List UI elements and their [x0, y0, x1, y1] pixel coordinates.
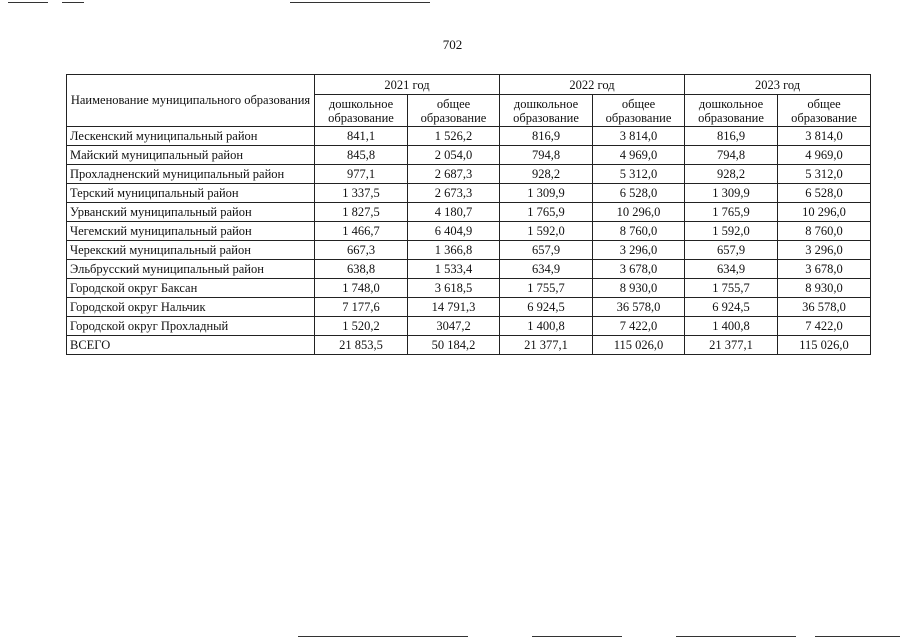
- table-body: [67, 127, 871, 355]
- value-cell: 6 404,9: [408, 222, 500, 241]
- value-cell: 841,1: [315, 127, 408, 146]
- table-row: [67, 260, 871, 279]
- value-cell: 4 969,0: [593, 146, 685, 165]
- value-cell: 816,9: [685, 127, 778, 146]
- municipal-education-table: [66, 74, 871, 355]
- year-header-2022: 2022 год: [500, 75, 685, 95]
- row-name-cell: Черекский муниципальный район: [67, 241, 315, 260]
- value-cell: 3 678,0: [778, 260, 871, 279]
- value-cell: 2 054,0: [408, 146, 500, 165]
- scan-artifact-line: [290, 2, 430, 3]
- value-cell: 115 026,0: [593, 336, 685, 355]
- value-cell: 845,8: [315, 146, 408, 165]
- value-cell: 5 312,0: [778, 165, 871, 184]
- value-cell: 36 578,0: [593, 298, 685, 317]
- value-cell: 5 312,0: [593, 165, 685, 184]
- value-cell: 816,9: [500, 127, 593, 146]
- table-row: [67, 317, 871, 336]
- value-cell: 1 755,7: [685, 279, 778, 298]
- row-name-cell: Эльбрусский муниципальный район: [67, 260, 315, 279]
- value-cell: 4 969,0: [778, 146, 871, 165]
- value-cell: 4 180,7: [408, 203, 500, 222]
- sub-header-general: общее образование: [778, 95, 871, 127]
- value-cell: 1 526,2: [408, 127, 500, 146]
- row-name-cell: Терский муниципальный район: [67, 184, 315, 203]
- table-row: [67, 127, 871, 146]
- value-cell: 6 924,5: [500, 298, 593, 317]
- value-cell: 1 765,9: [500, 203, 593, 222]
- value-cell: 7 177,6: [315, 298, 408, 317]
- table-row: [67, 146, 871, 165]
- row-name-cell: Городской округ Прохладный: [67, 317, 315, 336]
- row-name-cell: Лескенский муниципальный район: [67, 127, 315, 146]
- value-cell: 14 791,3: [408, 298, 500, 317]
- table-row: [67, 241, 871, 260]
- value-cell: 1 466,7: [315, 222, 408, 241]
- value-cell: 21 377,1: [500, 336, 593, 355]
- row-name-cell: Майский муниципальный район: [67, 146, 315, 165]
- value-cell: 6 528,0: [593, 184, 685, 203]
- value-cell: 928,2: [685, 165, 778, 184]
- value-cell: 50 184,2: [408, 336, 500, 355]
- value-cell: 8 930,0: [778, 279, 871, 298]
- value-cell: 634,9: [500, 260, 593, 279]
- value-cell: 1 827,5: [315, 203, 408, 222]
- table-row: [67, 298, 871, 317]
- value-cell: 667,3: [315, 241, 408, 260]
- value-cell: 3 678,0: [593, 260, 685, 279]
- value-cell: 634,9: [685, 260, 778, 279]
- scan-artifact-line: [8, 2, 48, 3]
- value-cell: 657,9: [500, 241, 593, 260]
- value-cell: 21 853,5: [315, 336, 408, 355]
- row-name-cell: ВСЕГО: [67, 336, 315, 355]
- year-header-row: [67, 75, 871, 95]
- value-cell: 1 592,0: [500, 222, 593, 241]
- value-cell: 21 377,1: [685, 336, 778, 355]
- value-cell: 1 309,9: [685, 184, 778, 203]
- table-row: [67, 184, 871, 203]
- value-cell: 977,1: [315, 165, 408, 184]
- row-name-cell: Городской округ Нальчик: [67, 298, 315, 317]
- value-cell: 1 400,8: [500, 317, 593, 336]
- value-cell: 1 520,2: [315, 317, 408, 336]
- value-cell: 1 533,4: [408, 260, 500, 279]
- value-cell: 657,9: [685, 241, 778, 260]
- value-cell: 794,8: [685, 146, 778, 165]
- row-name-cell: Городской округ Баксан: [67, 279, 315, 298]
- value-cell: 8 760,0: [778, 222, 871, 241]
- value-cell: 6 924,5: [685, 298, 778, 317]
- value-cell: 3 814,0: [778, 127, 871, 146]
- table-row: [67, 279, 871, 298]
- row-name-cell: Чегемский муниципальный район: [67, 222, 315, 241]
- scan-artifact-line: [532, 636, 622, 637]
- scan-artifact-line: [298, 636, 468, 637]
- value-cell: 7 422,0: [778, 317, 871, 336]
- sub-header-preschool: дошкольное образование: [315, 95, 408, 127]
- scan-artifact-line: [62, 2, 84, 3]
- table-row: [67, 222, 871, 241]
- value-cell: 115 026,0: [778, 336, 871, 355]
- year-header-2023: 2023 год: [685, 75, 871, 95]
- value-cell: 1 748,0: [315, 279, 408, 298]
- sub-header-preschool: дошкольное образование: [685, 95, 778, 127]
- table-row: [67, 203, 871, 222]
- sub-header-general: общее образование: [408, 95, 500, 127]
- table-row: [67, 165, 871, 184]
- value-cell: 1 309,9: [500, 184, 593, 203]
- scan-artifact-line: [676, 636, 796, 637]
- value-cell: 1 366,8: [408, 241, 500, 260]
- value-cell: 6 528,0: [778, 184, 871, 203]
- page-number: 702: [442, 37, 463, 52]
- value-cell: 2 673,3: [408, 184, 500, 203]
- value-cell: 3047,2: [408, 317, 500, 336]
- value-cell: 928,2: [500, 165, 593, 184]
- value-cell: 1 765,9: [685, 203, 778, 222]
- name-column-header: Наименование муниципального образования: [67, 75, 315, 127]
- value-cell: 8 930,0: [593, 279, 685, 298]
- value-cell: 638,8: [315, 260, 408, 279]
- sub-header-general: общее образование: [593, 95, 685, 127]
- year-header-2021: 2021 год: [315, 75, 500, 95]
- value-cell: 3 296,0: [778, 241, 871, 260]
- value-cell: 1 755,7: [500, 279, 593, 298]
- value-cell: 1 400,8: [685, 317, 778, 336]
- value-cell: 3 814,0: [593, 127, 685, 146]
- value-cell: 794,8: [500, 146, 593, 165]
- value-cell: 10 296,0: [778, 203, 871, 222]
- row-name-cell: Урванский муниципальный район: [67, 203, 315, 222]
- value-cell: 36 578,0: [778, 298, 871, 317]
- value-cell: 1 337,5: [315, 184, 408, 203]
- table-row: [67, 336, 871, 355]
- row-name-cell: Прохладненский муниципальный район: [67, 165, 315, 184]
- sub-header-preschool: дошкольное образование: [500, 95, 593, 127]
- value-cell: 1 592,0: [685, 222, 778, 241]
- value-cell: 2 687,3: [408, 165, 500, 184]
- scan-artifact-line: [815, 636, 900, 637]
- value-cell: 7 422,0: [593, 317, 685, 336]
- value-cell: 8 760,0: [593, 222, 685, 241]
- value-cell: 3 618,5: [408, 279, 500, 298]
- value-cell: 10 296,0: [593, 203, 685, 222]
- value-cell: 3 296,0: [593, 241, 685, 260]
